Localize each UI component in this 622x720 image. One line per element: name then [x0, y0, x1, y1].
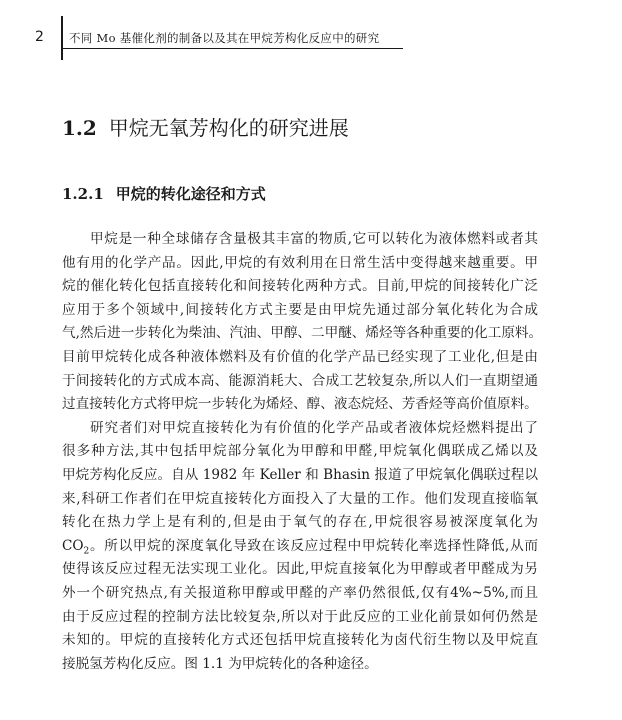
text-line: 于间接转化的方式成本高、能源消耗大、合成工艺较复杂,所以人们一直期望通 [62, 372, 538, 389]
header-vertical-rule [61, 16, 63, 60]
text-line-co2 [62, 535, 538, 559]
text-line: 过直接转化方式将甲烷一步转化为烯烃、醇、液态烷烃、芳香烃等高价值原料。 [62, 396, 538, 413]
text-line: 接脱氢芳构化反应。图 1.1 为甲烷转化的各种途径。 [62, 655, 378, 672]
text-line: 气,然后进一步转化为柴油、汽油、甲醇、二甲醚、烯烃等各种重要的化工原料。 [62, 325, 543, 342]
text-line: 目前甲烷转化成各种液体燃料及有价值的化学产品已经实现了工业化,但是由 [62, 348, 538, 365]
page-number: 2 [35, 29, 44, 45]
text-line: 应用于多个领域中,间接转化方式主要是由甲烷先通过部分氧化转化为合成 [62, 301, 538, 318]
text-line: 甲烷芳构化反应。自从 1982 年 Keller 和 Bhasin 报道了甲烷氧化偶联过程以 [62, 466, 538, 483]
text-line: 他有用的化学产品。因此,甲烷的有效利用在日常生活中变得越来越重要。甲 [62, 254, 538, 271]
subsection-title: 甲烷的转化途径和方式 [115, 185, 266, 203]
subsection-number: 1.2.1 [62, 185, 104, 203]
subsection-heading [62, 183, 266, 204]
text-line: 使得该反应过程无法实现工业化。因此,甲烷直接氧化为甲醇或者甲醛成为另 [62, 561, 538, 578]
header-horizontal-rule [62, 48, 403, 49]
text-line: 来,科研工作者们在甲烷直接转化方面投入了大量的工作。他们发现直接临氧 [62, 490, 538, 507]
running-header [0, 0, 622, 60]
section-number: 1.2 [62, 116, 97, 140]
section-heading [62, 112, 349, 141]
text-line: 未知的。甲烷的直接转化方式还包括甲烷直接转化为卤代衍生物以及甲烷直 [62, 632, 538, 649]
paragraph-1 [62, 228, 543, 417]
co2-line-rest: 。所以甲烷的深度氧化导致在该反应过程中甲烷转化率选择性降低,从而 [89, 537, 538, 554]
paragraph-2 [62, 417, 538, 677]
co2-subscript: 2 [83, 546, 90, 557]
text-line: 由于反应过程的控制方法比较复杂,所以对于此反应的工业化前景如何仍然是 [62, 608, 538, 625]
text-line: 外一个研究热点,有关报道称甲醇或甲醛的产率仍然很低,仅有4%~5%,而且 [62, 584, 538, 601]
running-title: 不同 Mo 基催化剂的制备以及其在甲烷芳构化反应中的研究 [69, 31, 380, 45]
section-title: 甲烷无氧芳构化的研究进展 [108, 116, 349, 140]
co2-formula: CO [62, 537, 84, 554]
text-line: 烷的催化转化包括直接转化和间接转化两种方式。目前,甲烷的间接转化广泛 [62, 278, 538, 295]
text-line: 很多种方法,其中包括甲烷部分氧化为甲醇和甲醛,甲烷氧化偶联成乙烯以及 [62, 443, 538, 460]
text-line: 转化在热力学上是有利的,但是由于氧气的存在,甲烷很容易被深度氧化为 [62, 514, 538, 531]
text-line: 研究者们对甲烷直接转化为有价值的化学产品或者液体烷烃燃料提出了 [90, 419, 538, 436]
body-text [62, 228, 543, 676]
text-line: 甲烷是一种全球储存含量极其丰富的物质,它可以转化为液体燃料或者其 [90, 231, 538, 247]
